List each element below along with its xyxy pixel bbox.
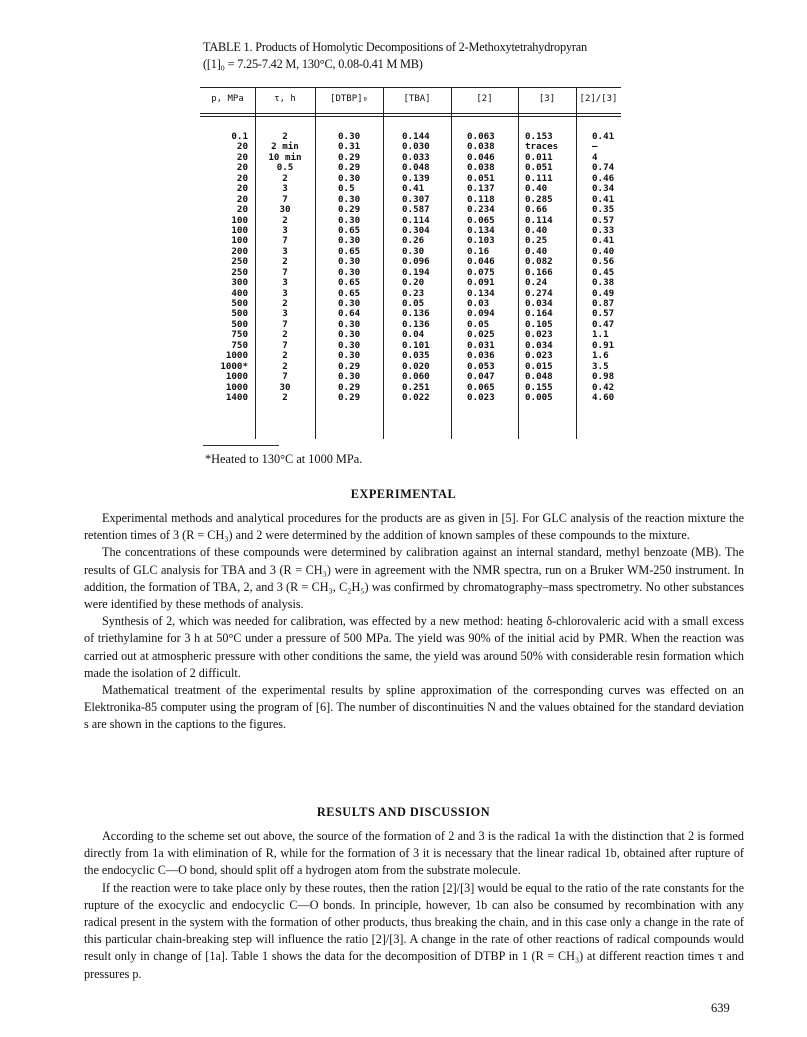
table-cell: 0.048 xyxy=(525,371,553,383)
paragraph: If the reaction were to take place only by these routes, then the ration [2]/[3] would be equal to the ratio of the rate constants for the rupture of the exocyclic and endocyclic C—O bonds. In principle, however, 1b can also be consumed by recombination with any radical present in the system with the formation of other products, thus breaking the chain, and in this case only a change in the rate of this particular chain-breaking step will influence the ratio [2]/[3]. A change in the rate of other reactions of radical compounds would result only in change of [1a]. Table 1 shows the data for the decomposition of DTBP in 1 (R = CH₃) at different reaction times τ and pressures p. xyxy=(84,880,744,981)
table-cell: 1000* xyxy=(220,360,248,372)
table-cell: 0.30 xyxy=(338,172,361,184)
table-cell: 0.094 xyxy=(467,308,495,320)
table-cell: 100 xyxy=(231,224,248,236)
table-cell: 2 xyxy=(282,131,288,142)
table-cell: 0.56 xyxy=(592,256,615,268)
table-cell: 2 xyxy=(282,391,288,403)
table-cell: 0.46 xyxy=(592,172,615,184)
table-cell: 0.5 xyxy=(276,162,294,174)
table-cell: 2 min xyxy=(271,141,299,153)
table-cell: 20 xyxy=(236,162,248,174)
paragraph: Experimental methods and analytical procedures for the products are as given in [5]. For GLC analysis of the reaction mixture the retention times of 3 (R = CH₃) and 2 were determined by the addition of known samples of these compounds to the mixture. xyxy=(84,511,744,543)
table-cell: 2 xyxy=(282,172,288,184)
table-cell: 3 xyxy=(282,277,288,289)
table-cell: 500 xyxy=(231,298,248,309)
column-compound-3 xyxy=(525,132,575,403)
table-cell: 0.034 xyxy=(525,298,553,309)
table-cell: 0.57 xyxy=(592,214,615,226)
table-cell: 0.29 xyxy=(338,204,361,216)
table-cell: 0.30 xyxy=(338,214,361,226)
table-footnote: *Heated to 130°C at 1000 MPa. xyxy=(205,452,363,466)
table-cell: 0.031 xyxy=(467,339,495,351)
table-cell: 0.038 xyxy=(467,162,495,174)
header-dtbp: [DTBP]₀ xyxy=(330,94,368,104)
table-cell: 500 xyxy=(231,308,248,320)
table-cell: 0.29 xyxy=(338,391,361,403)
table-cell: 0.1 xyxy=(231,131,248,142)
table-cell: 0.234 xyxy=(467,204,495,216)
table-cell: 0.091 xyxy=(467,277,495,289)
table-cell: 0.046 xyxy=(467,256,495,268)
table-cell: 0.046 xyxy=(467,151,495,163)
table-cell: 0.136 xyxy=(402,318,430,330)
table-cell: 0.060 xyxy=(402,371,430,383)
table-cell: 1.6 xyxy=(592,350,609,362)
table-cell: 0.005 xyxy=(525,391,553,403)
table-cell: 0.114 xyxy=(402,214,430,226)
table-cell: 20 xyxy=(236,151,248,163)
table-cell: 300 xyxy=(231,277,248,289)
column-ratio xyxy=(592,132,621,403)
table-cell: 20 xyxy=(236,193,248,205)
column-compound-2 xyxy=(467,132,517,403)
table-cell: 0.40 xyxy=(525,224,548,236)
header-ratio: [2]/[3] xyxy=(579,94,618,104)
table-cell: 0.34 xyxy=(592,183,615,195)
table-cell: 0.101 xyxy=(402,339,430,351)
table-cell: 0.105 xyxy=(525,318,553,330)
table-cell: 7 xyxy=(282,235,288,247)
col-divider xyxy=(315,87,316,439)
table-cell: 0.304 xyxy=(402,224,430,236)
table-cell: 0.082 xyxy=(525,256,553,268)
table-cell: 0.29 xyxy=(338,360,361,372)
table-cell: 4.60 xyxy=(592,391,615,403)
table-cell: 0.144 xyxy=(402,131,430,142)
table-cell: 0.111 xyxy=(525,172,553,184)
table-cell: 0.98 xyxy=(592,371,615,383)
table-cell: 0.26 xyxy=(402,235,425,247)
table-cell: 0.29 xyxy=(338,151,361,163)
table-cell: 0.048 xyxy=(402,162,430,174)
section-heading-results: RESULTS AND DISCUSSION xyxy=(316,805,491,819)
table-cell: traces xyxy=(525,141,559,153)
table-cell: 0.30 xyxy=(338,350,361,362)
table-cell: 3 xyxy=(282,183,288,195)
table-cell: 0.49 xyxy=(592,287,615,299)
results-text xyxy=(84,828,744,983)
table-cell: 250 xyxy=(231,256,248,268)
table-cell: 0.29 xyxy=(338,381,361,393)
table-cell: – xyxy=(592,141,598,153)
table-cell: 0.153 xyxy=(525,131,553,142)
table-cell: 0.04 xyxy=(402,329,425,341)
col-divider xyxy=(451,87,452,439)
table-cell: 0.118 xyxy=(467,193,495,205)
table-cell: 0.87 xyxy=(592,298,615,309)
paragraph: The concentrations of these compounds were determined by calibration against an internal standard, methyl benzoate (MB). The results of GLC analysis for TBA and 3 (R = CH₃) were in agreement with the NMR spectra, run on a Bruker WM-250 instrument. In addition, the formation of TBA, 2, and 3 (R = CH₃, C₂H₅) was confirmed by chromatography–mass spectrometry. No other substances were identified by these methods of analysis. xyxy=(84,545,744,612)
table-cell: 0.30 xyxy=(338,235,361,247)
table-caption xyxy=(203,39,743,73)
table-cell: 3 xyxy=(282,308,288,320)
table-cell: 1000 xyxy=(225,350,248,362)
table-cell: 0.103 xyxy=(467,235,495,247)
table-cell: 0.30 xyxy=(338,193,361,205)
table-cell: 0.587 xyxy=(402,204,430,216)
table-cell: 20 xyxy=(236,172,248,184)
table-cell: 0.30 xyxy=(338,256,361,268)
column-dtbp xyxy=(338,132,382,403)
table-cell: 0.30 xyxy=(338,318,361,330)
table-cell: 100 xyxy=(231,214,248,226)
table-cell: 3 xyxy=(282,245,288,257)
table-cell: 200 xyxy=(231,245,248,257)
header-tba: [TBA] xyxy=(403,94,431,104)
table-cell: 0.05 xyxy=(467,318,490,330)
table-cell: 30 xyxy=(279,204,291,216)
table-cell: 3 xyxy=(282,224,288,236)
table-cell: 7 xyxy=(282,266,288,278)
table-cell: 0.053 xyxy=(467,360,495,372)
table-cell: 0.134 xyxy=(467,224,495,236)
table-cell: 0.30 xyxy=(402,245,425,257)
table-cell: 0.25 xyxy=(525,235,548,247)
table-cell: 0.307 xyxy=(402,193,430,205)
table-cell: 0.20 xyxy=(402,277,425,289)
table-cell: 0.035 xyxy=(402,350,430,362)
table-header-rule-2 xyxy=(200,116,621,117)
col-divider xyxy=(518,87,519,439)
table-cell: 2 xyxy=(282,256,288,268)
table-cell: 0.065 xyxy=(467,214,495,226)
table-cell: 0.64 xyxy=(338,308,361,320)
table-cell: 0.036 xyxy=(467,350,495,362)
table-cell: 0.41 xyxy=(592,235,615,247)
table-cell: 0.023 xyxy=(525,329,553,341)
table-cell: 0.41 xyxy=(592,193,615,205)
table-cell: 750 xyxy=(231,339,248,351)
table-cell: 0.40 xyxy=(525,245,548,257)
table-cell: 0.30 xyxy=(338,329,361,341)
table-cell: 0.015 xyxy=(525,360,553,372)
header-time: τ, h xyxy=(274,94,296,104)
table-cell: 0.047 xyxy=(467,371,495,383)
column-time xyxy=(256,132,314,403)
table-cell: 0.038 xyxy=(467,141,495,153)
table-cell: 2 xyxy=(282,214,288,226)
table-cell: 3 xyxy=(282,287,288,299)
table-cell: 30 xyxy=(279,381,291,393)
section-heading-experimental: EXPERIMENTAL xyxy=(350,487,457,501)
table-cell: 0.65 xyxy=(338,287,361,299)
table-cell: 0.065 xyxy=(467,381,495,393)
table-cell: 0.011 xyxy=(525,151,553,163)
table-cell: 0.137 xyxy=(467,183,495,195)
table-cell: 10 min xyxy=(268,151,302,163)
table-cell: 0.274 xyxy=(525,287,553,299)
table-cell: 0.030 xyxy=(402,141,430,153)
table-cell: 0.47 xyxy=(592,318,615,330)
table-cell: 4 xyxy=(592,151,598,163)
table-cell: 0.139 xyxy=(402,172,430,184)
table-cell: 0.38 xyxy=(592,277,615,289)
table-cell: 20 xyxy=(236,183,248,195)
table-cell: 0.03 xyxy=(467,298,490,309)
paragraph: Mathematical treatment of the experimental results by spline approximation of the corresponding curves was effected on an Elektronika-85 computer using the program of [6]. The number of discontinuities N and the values obtained for the standard deviation s are shown in the captions to the figures. xyxy=(84,683,744,732)
table-cell: 3.5 xyxy=(592,360,609,372)
table-cell: 0.33 xyxy=(592,224,615,236)
table-cell: 0.134 xyxy=(467,287,495,299)
table-cell: 0.025 xyxy=(467,329,495,341)
table-cell: 0.114 xyxy=(525,214,553,226)
table-cell: 0.075 xyxy=(467,266,495,278)
table-cell: 7 xyxy=(282,193,288,205)
table-cell: 0.285 xyxy=(525,193,553,205)
table-cell: 0.155 xyxy=(525,381,553,393)
table-cell: 0.16 xyxy=(467,245,490,257)
column-pressure xyxy=(208,132,248,403)
table-cell: 0.051 xyxy=(525,162,553,174)
table-cell: 20 xyxy=(236,204,248,216)
header-compound-3: [3] xyxy=(538,94,556,104)
table-caption-line2: ([1]₀ = 7.25-7.42 M, 130°C, 0.08-0.41 M MB) xyxy=(203,57,423,71)
table-cell: 0.30 xyxy=(338,339,361,351)
paragraph: According to the scheme set out above, the source of the formation of 2 and 3 is the radical 1a with the distinction that 2 is formed directly from 1a with elimination of R, while for the formation of 3 it is necessary that the linear radical 1b, obtained after rupture of the endocyclic C—O bond, should split off a hydrogen atom from the substrate molecule. xyxy=(84,829,744,878)
table-cell: 0.136 xyxy=(402,308,430,320)
table-cell: 0.194 xyxy=(402,266,430,278)
table-cell: 0.35 xyxy=(592,204,615,216)
table-cell: 0.063 xyxy=(467,131,495,142)
table-cell: 0.40 xyxy=(592,245,615,257)
table-header-rule xyxy=(200,113,621,114)
table-cell: 0.74 xyxy=(592,162,615,174)
table-cell: 0.30 xyxy=(338,131,361,142)
table-cell: 1.1 xyxy=(592,329,609,341)
table-cell: 0.30 xyxy=(338,266,361,278)
table-cell: 0.051 xyxy=(467,172,495,184)
table-cell: 1400 xyxy=(225,391,248,403)
table-cell: 0.41 xyxy=(402,183,425,195)
table-cell: 0.166 xyxy=(525,266,553,278)
table-cell: 0.023 xyxy=(467,391,495,403)
table-cell: 0.65 xyxy=(338,224,361,236)
table-cell: 7 xyxy=(282,371,288,383)
table-cell: 1000 xyxy=(225,371,248,383)
table-cell: 0.45 xyxy=(592,266,615,278)
table-cell: 0.57 xyxy=(592,308,615,320)
table-cell: 20 xyxy=(236,141,248,153)
table-cell: 0.023 xyxy=(525,350,553,362)
table-cell: 0.42 xyxy=(592,381,615,393)
table-cell: 0.022 xyxy=(402,391,430,403)
table-cell: 250 xyxy=(231,266,248,278)
header-pressure: p, MPa xyxy=(211,94,244,104)
table-cell: 750 xyxy=(231,329,248,341)
table-cell: 0.034 xyxy=(525,339,553,351)
column-tba xyxy=(402,132,450,403)
table-cell: 0.05 xyxy=(402,298,425,309)
table-cell: 0.096 xyxy=(402,256,430,268)
col-divider xyxy=(383,87,384,439)
table-caption-line1: TABLE 1. Products of Homolytic Decompositions of 2-Methoxytetrahydropyran xyxy=(203,40,587,54)
table-cell: 0.30 xyxy=(338,298,361,309)
table-cell: 2 xyxy=(282,360,288,372)
table-cell: 2 xyxy=(282,350,288,362)
page-number: 639 xyxy=(711,1001,730,1015)
paragraph: Synthesis of 2, which was needed for calibration, was effected by a new method: heating δ-chlorovaleric acid with a small excess of triethylamine for 3 h at 50°C under a pressure of 500 MPa. The yield was 90% of the initial acid by PMR. When the reaction was carried out at atmospheric pressure with other conditions the same, the yield was around 50% with considerable resin formation which made the isolation of 2 difficult. xyxy=(84,614,744,680)
data-table xyxy=(200,87,621,439)
table-top-rule xyxy=(200,87,621,88)
table-cell: 0.251 xyxy=(402,381,430,393)
table-cell: 0.66 xyxy=(525,204,548,216)
table-cell: 1000 xyxy=(225,381,248,393)
experimental-text xyxy=(84,510,744,734)
table-cell: 0.29 xyxy=(338,162,361,174)
table-cell: 0.31 xyxy=(338,141,361,153)
table-cell: 0.91 xyxy=(592,339,615,351)
table-cell: 0.23 xyxy=(402,287,425,299)
table-cell: 400 xyxy=(231,287,248,299)
col-divider xyxy=(576,87,577,439)
table-cell: 500 xyxy=(231,318,248,330)
table-cell: 0.65 xyxy=(338,245,361,257)
table-cell: 0.020 xyxy=(402,360,430,372)
table-cell: 0.40 xyxy=(525,183,548,195)
table-cell: 0.41 xyxy=(592,131,615,142)
footnote-rule xyxy=(203,445,279,446)
table-cell: 0.65 xyxy=(338,277,361,289)
table-cell: 0.24 xyxy=(525,277,548,289)
table-cell: 2 xyxy=(282,329,288,341)
table-cell: 0.30 xyxy=(338,371,361,383)
table-cell: 0.5 xyxy=(338,183,355,195)
table-cell: 0.033 xyxy=(402,151,430,163)
header-compound-2: [2] xyxy=(476,94,493,104)
table-cell: 7 xyxy=(282,318,288,330)
table-cell: 100 xyxy=(231,235,248,247)
table-cell: 7 xyxy=(282,339,288,351)
table-cell: 0.164 xyxy=(525,308,553,320)
table-cell: 2 xyxy=(282,298,288,309)
